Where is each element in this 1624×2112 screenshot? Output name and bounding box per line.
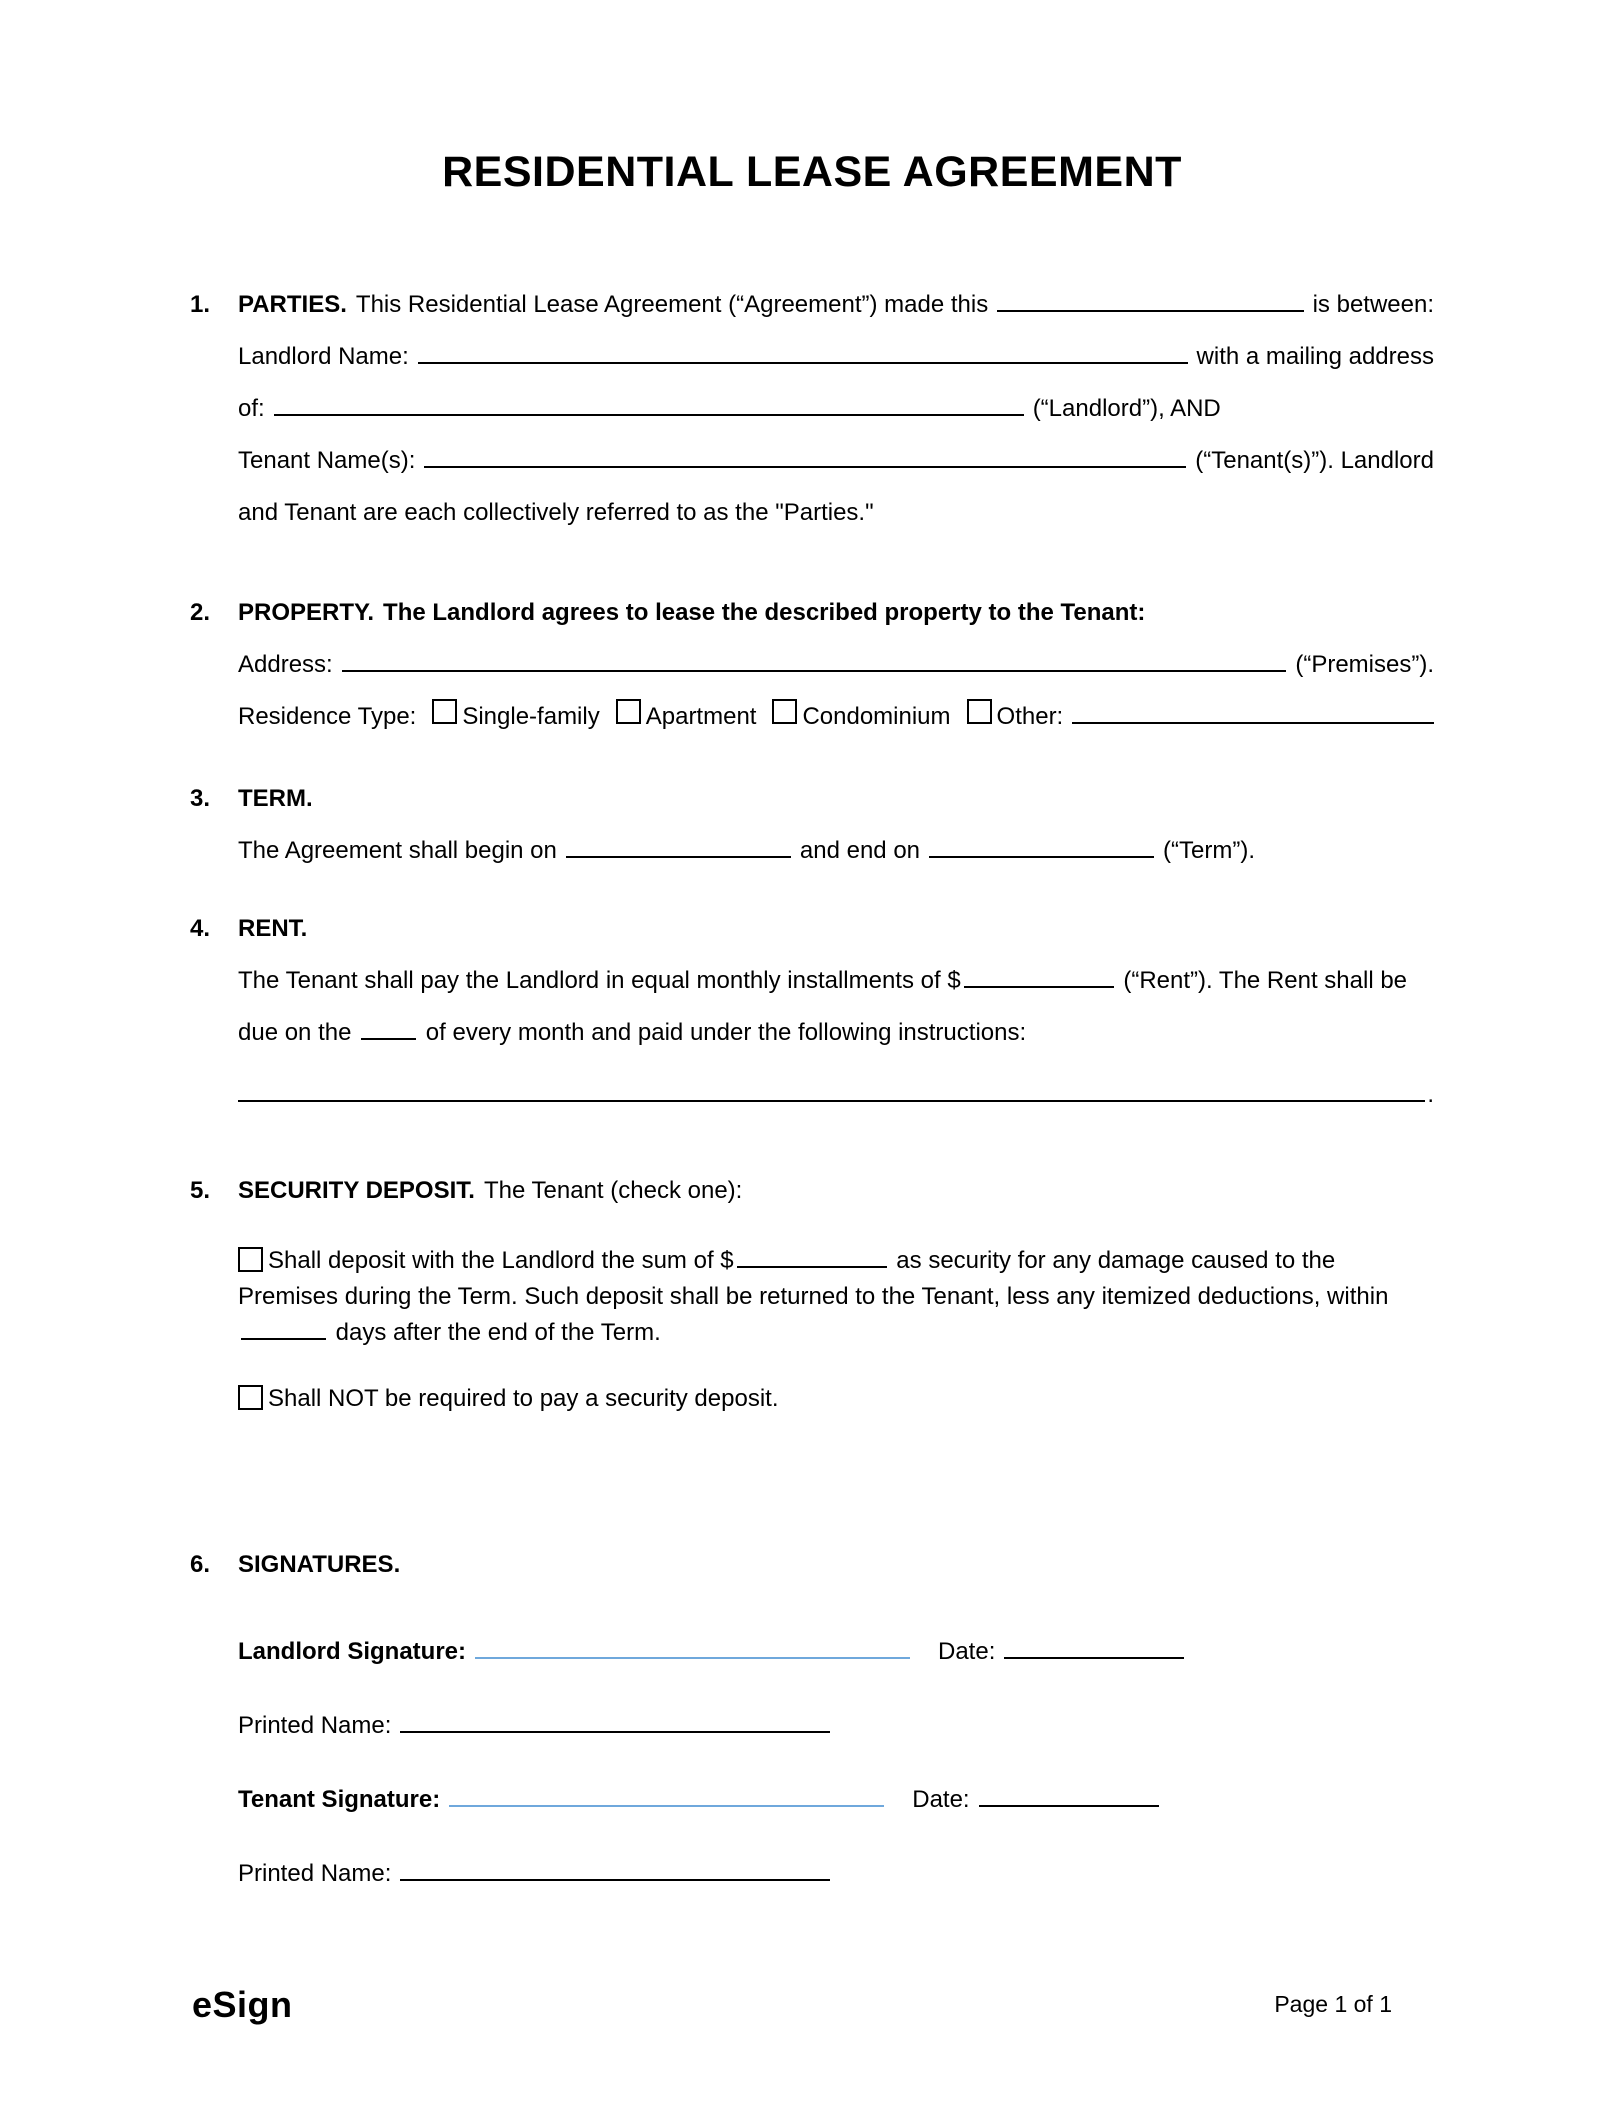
deposit-option1-text-3: days after the end of the Term. bbox=[335, 1319, 661, 1346]
tenant-signature-row bbox=[238, 1785, 1434, 1815]
landlord-mailing-text: with a mailing address bbox=[1196, 343, 1434, 370]
term-dates-line bbox=[238, 825, 1434, 877]
checkbox-no-deposit[interactable] bbox=[238, 1385, 263, 1410]
section-parties-number: 1. bbox=[190, 291, 211, 318]
term-heading: TERM. bbox=[238, 785, 313, 812]
parties-line-address bbox=[238, 383, 1434, 435]
tenant-printed-name-row bbox=[238, 1859, 1434, 1889]
landlord-date-field[interactable] bbox=[1004, 1656, 1184, 1659]
landlord-name-label: Landlord Name: bbox=[238, 343, 409, 370]
other-residence-field[interactable] bbox=[1072, 721, 1434, 724]
deposit-option-not-required bbox=[238, 1381, 1434, 1417]
checkbox-other[interactable] bbox=[967, 699, 992, 724]
property-address-field[interactable] bbox=[342, 669, 1287, 672]
section-parties-row bbox=[190, 279, 1434, 539]
payment-instructions-field[interactable] bbox=[238, 1099, 1425, 1102]
term-heading-line bbox=[238, 773, 1434, 825]
tenant-printed-name-label: Printed Name: bbox=[238, 1860, 392, 1887]
section-rent-row bbox=[190, 903, 1434, 1121]
tenant-ref-text: (“Tenant(s)”). Landlord bbox=[1195, 447, 1434, 474]
term-ref-text: (“Term”). bbox=[1163, 837, 1255, 864]
parties-line-tenant bbox=[238, 435, 1434, 487]
landlord-printed-name-row bbox=[238, 1711, 1434, 1741]
parties-line-landlord bbox=[238, 331, 1434, 383]
section-parties-body bbox=[238, 279, 1434, 539]
section-term-number: 3. bbox=[190, 785, 211, 812]
page-title: RESIDENTIAL LEASE AGREEMENT bbox=[442, 148, 1182, 196]
tenant-names-field[interactable] bbox=[424, 465, 1186, 468]
section-rent-body bbox=[238, 903, 1434, 1121]
section-signatures-row bbox=[190, 1539, 1434, 1889]
deposit-option2-text: Shall NOT be required to pay a security deposit. bbox=[268, 1385, 779, 1412]
deposit-return-days-field[interactable] bbox=[241, 1337, 326, 1340]
parties-line-closing bbox=[238, 487, 1434, 539]
rent-text-2: (“Rent”). The Rent shall be due on the bbox=[238, 967, 1408, 1046]
parties-closing-text: and Tenant are each collectively referred to as the "Parties." bbox=[238, 499, 874, 526]
deposit-option-required bbox=[238, 1243, 1434, 1351]
residence-option-apartment-label: Apartment bbox=[645, 703, 757, 730]
landlord-signature-row bbox=[238, 1637, 1434, 1667]
term-end-text: and end on bbox=[799, 837, 921, 864]
property-address-label: Address: bbox=[238, 651, 333, 678]
section-rent-number: 4. bbox=[190, 915, 211, 942]
landlord-printed-name-label: Printed Name: bbox=[238, 1712, 392, 1739]
deposit-intro-text: The Tenant (check one): bbox=[483, 1177, 743, 1204]
parties-heading: PARTIES. bbox=[238, 291, 347, 318]
checkbox-apartment[interactable] bbox=[616, 699, 641, 724]
residence-option-other-label: Other: bbox=[996, 703, 1064, 730]
residence-option-single-family-label: Single-family bbox=[462, 703, 600, 730]
section-signatures-body bbox=[238, 1539, 1434, 1889]
section-term-row bbox=[190, 773, 1434, 877]
residence-type-label: Residence Type: bbox=[238, 703, 417, 730]
tenant-signature-label: Tenant Signature: bbox=[238, 1786, 441, 1813]
deposit-heading-line bbox=[238, 1165, 1434, 1217]
rent-text-3: of every month and paid under the following instructions: bbox=[425, 1019, 1027, 1046]
deposit-amount-field[interactable] bbox=[737, 1265, 887, 1268]
tenant-signature-field[interactable] bbox=[449, 1804, 884, 1807]
deposit-option1-text-2: as security for any damage caused to the Premises during the Term. Such deposit shall be returned to the Tenant, less any itemized deductions, within bbox=[238, 1247, 1389, 1310]
landlord-signature-field[interactable] bbox=[475, 1656, 910, 1659]
rent-due-day-field[interactable] bbox=[361, 1037, 416, 1040]
section-property bbox=[190, 587, 1434, 743]
landlord-name-field[interactable] bbox=[418, 361, 1188, 364]
property-heading: PROPERTY. bbox=[238, 599, 375, 626]
section-signatures bbox=[190, 1539, 1434, 1889]
section-deposit-body bbox=[238, 1165, 1434, 1417]
property-line-residence-type bbox=[238, 691, 1434, 743]
section-parties bbox=[190, 279, 1434, 539]
section-term bbox=[190, 773, 1434, 877]
landlord-date-label: Date: bbox=[938, 1638, 996, 1665]
property-intro-text: The Landlord agrees to lease the described property to the Tenant: bbox=[383, 599, 1146, 626]
parties-between-text: is between: bbox=[1312, 291, 1434, 318]
page-number: Page 1 of 1 bbox=[1274, 1991, 1392, 2017]
deposit-option1-text-1: Shall deposit with the Landlord the sum of $ bbox=[268, 1247, 734, 1274]
rent-heading: RENT. bbox=[238, 915, 308, 942]
term-end-date-field[interactable] bbox=[929, 855, 1154, 858]
deposit-heading: SECURITY DEPOSIT. bbox=[238, 1177, 475, 1204]
tenant-date-field[interactable] bbox=[979, 1804, 1159, 1807]
signatures-heading: SIGNATURES. bbox=[238, 1551, 401, 1578]
section-security-deposit bbox=[190, 1165, 1434, 1417]
rent-paragraph bbox=[238, 955, 1434, 1059]
landlord-address-field[interactable] bbox=[274, 413, 1024, 416]
checkbox-single-family[interactable] bbox=[432, 699, 457, 724]
premises-ref-text: (“Premises”). bbox=[1295, 651, 1434, 678]
checkbox-deposit-required[interactable] bbox=[238, 1247, 263, 1272]
section-deposit-number: 5. bbox=[190, 1177, 211, 1204]
landlord-printed-name-field[interactable] bbox=[400, 1730, 830, 1733]
property-line-address bbox=[238, 639, 1434, 691]
section-signatures-number: 6. bbox=[190, 1551, 211, 1578]
property-line-intro bbox=[238, 587, 1434, 639]
rent-text-1: The Tenant shall pay the Landlord in equal monthly installments of $ bbox=[238, 967, 961, 994]
tenant-printed-name-field[interactable] bbox=[400, 1878, 830, 1881]
landlord-signature-label: Landlord Signature: bbox=[238, 1638, 466, 1665]
parties-intro-text: This Residential Lease Agreement (“Agreement”) made this bbox=[355, 291, 989, 318]
section-term-body bbox=[238, 773, 1434, 877]
section-property-number: 2. bbox=[190, 599, 211, 626]
section-rent bbox=[190, 903, 1434, 1121]
instructions-period: . bbox=[1427, 1081, 1434, 1108]
checkbox-condominium[interactable] bbox=[772, 699, 797, 724]
rent-heading-line bbox=[238, 903, 1434, 955]
signatures-heading-line bbox=[238, 1539, 1434, 1591]
payment-instructions-line bbox=[238, 1069, 1434, 1121]
landlord-ref-text: (“Landlord”), AND bbox=[1032, 395, 1221, 422]
term-start-date-field[interactable] bbox=[566, 855, 791, 858]
parties-line-intro bbox=[238, 279, 1434, 331]
section-property-body bbox=[238, 587, 1434, 743]
tenant-name-label: Tenant Name(s): bbox=[238, 447, 416, 474]
tenant-date-label: Date: bbox=[912, 1786, 970, 1813]
section-property-row bbox=[190, 587, 1434, 743]
rent-amount-field[interactable] bbox=[964, 985, 1114, 988]
term-begin-text: The Agreement shall begin on bbox=[238, 837, 557, 864]
of-label: of: bbox=[238, 395, 265, 422]
residence-option-condominium-label: Condominium bbox=[802, 703, 951, 730]
esign-logo: eSign bbox=[192, 1984, 293, 2025]
section-deposit-row bbox=[190, 1165, 1434, 1417]
agreement-date-field[interactable] bbox=[997, 309, 1303, 312]
